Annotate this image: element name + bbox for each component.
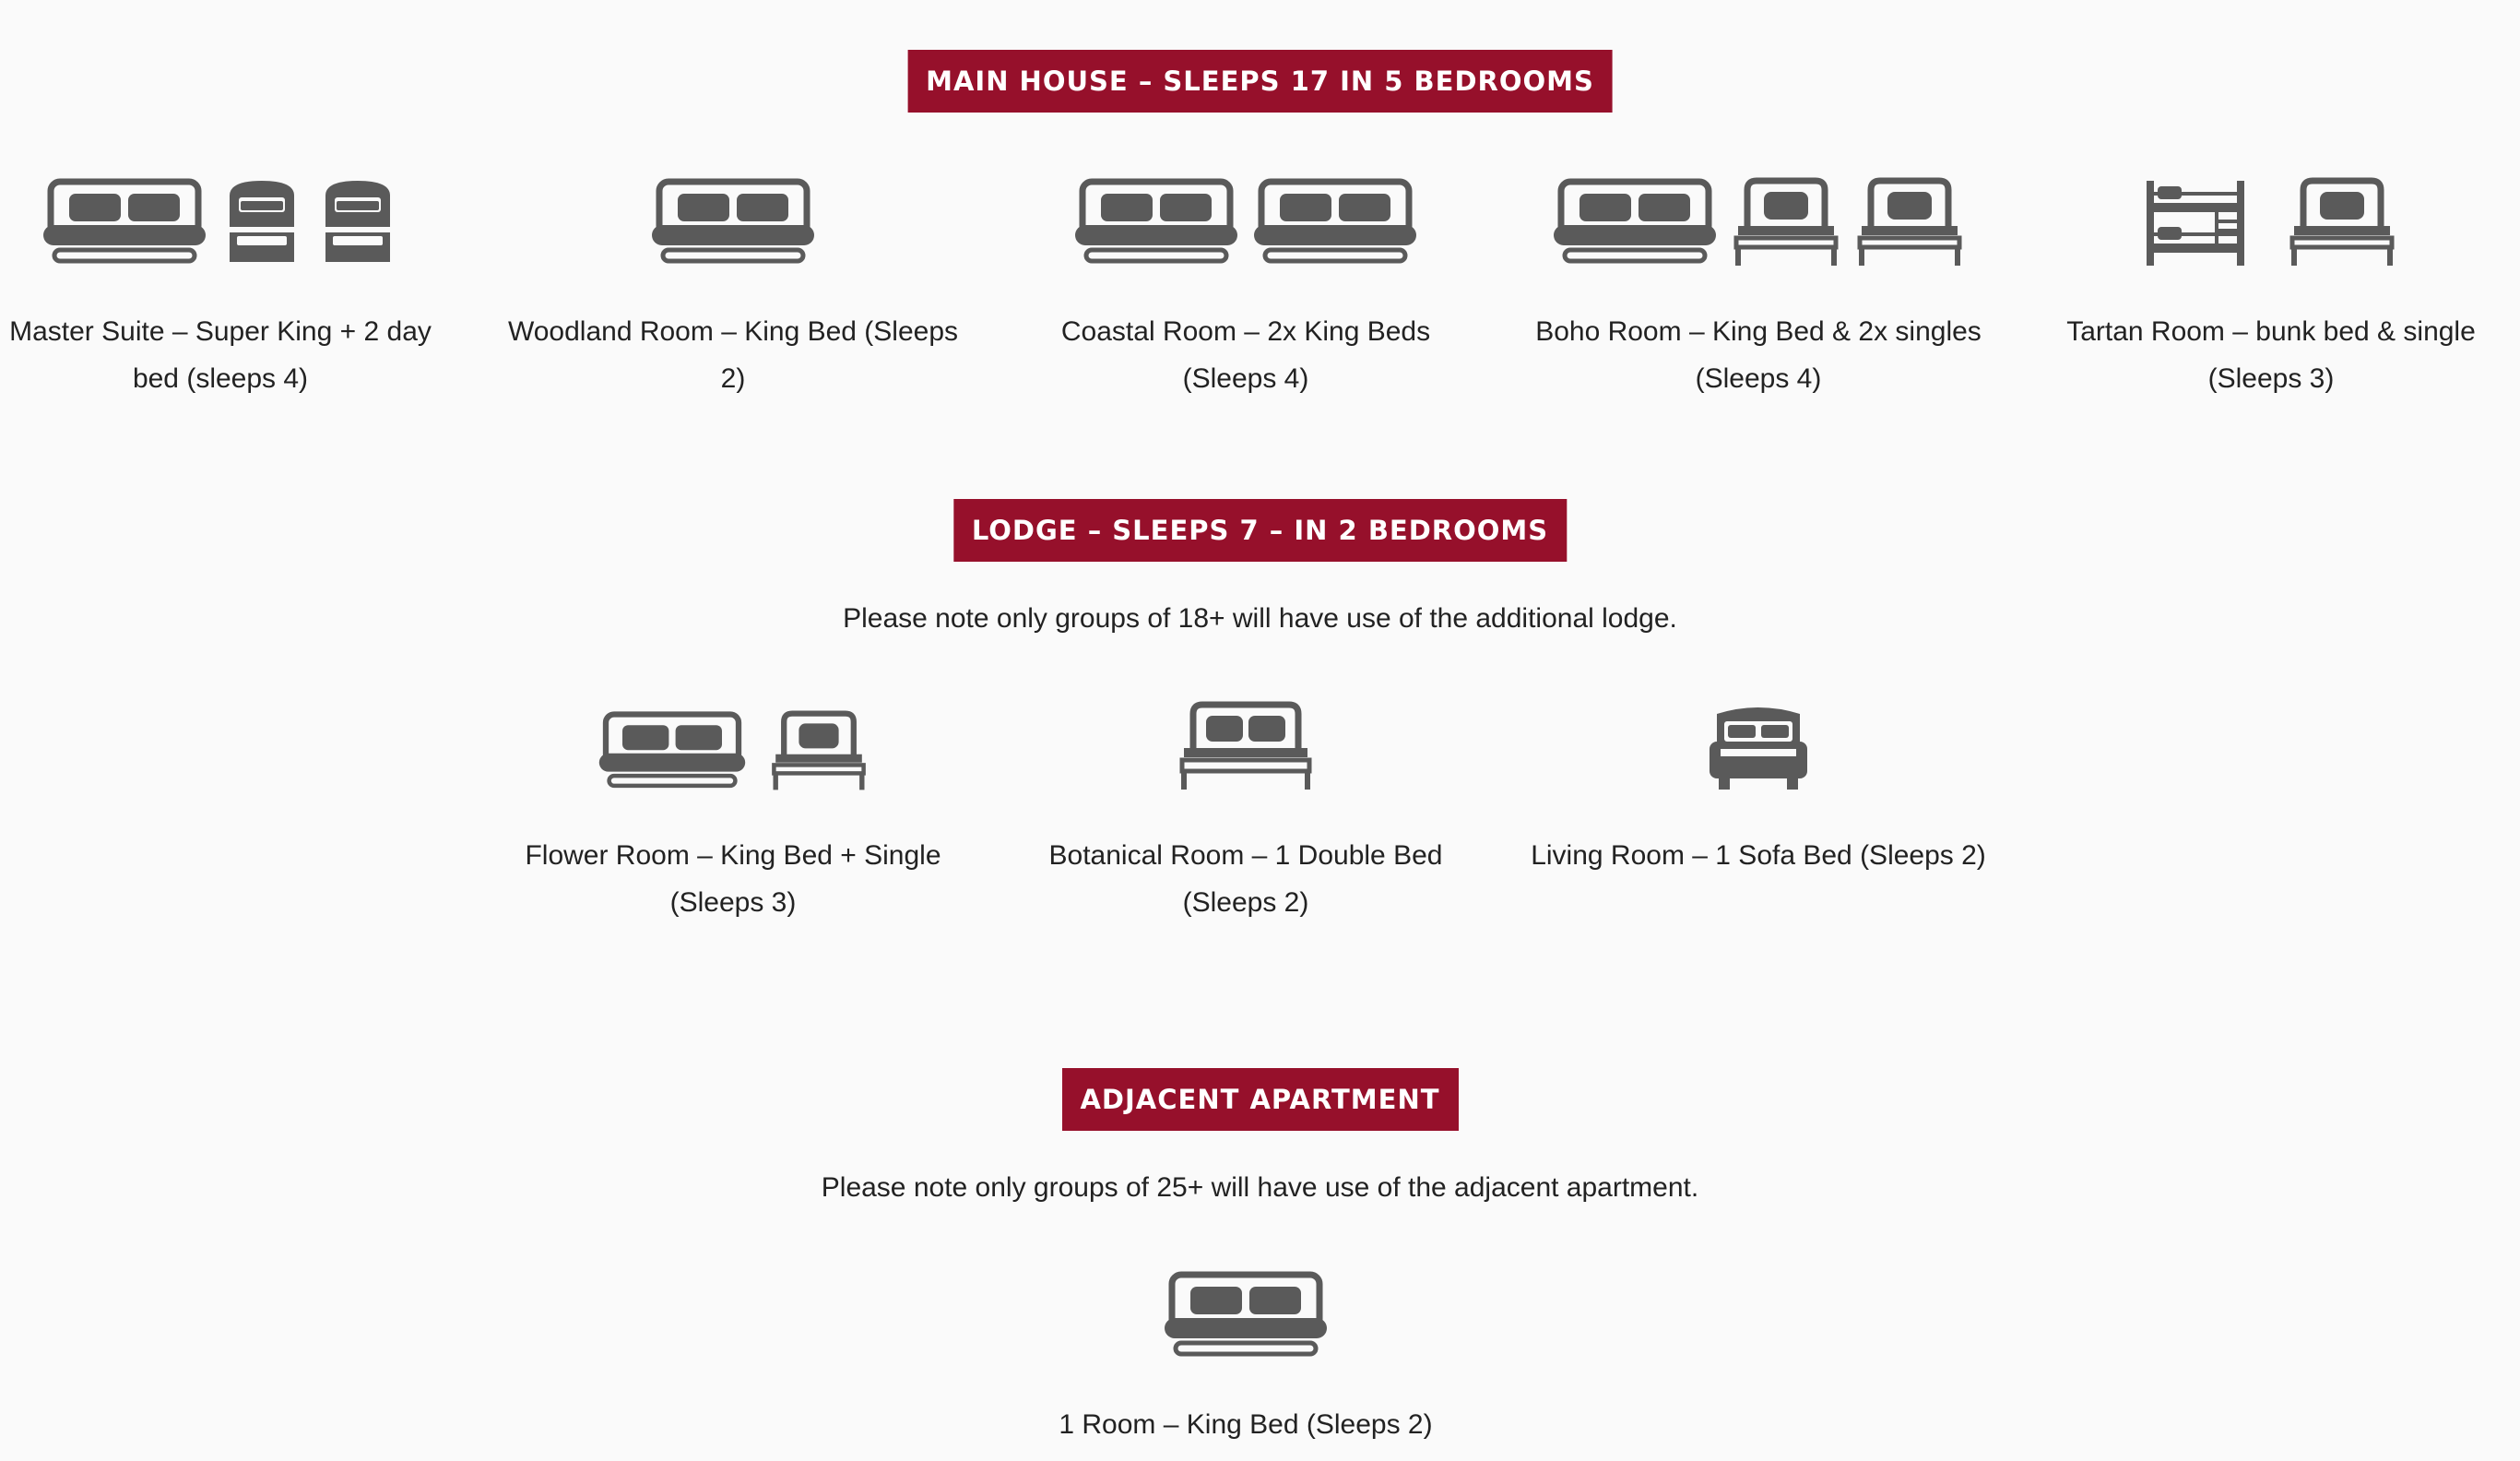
- room-tartan: [2041, 177, 2502, 402]
- room-apartment: [1015, 1270, 1476, 1448]
- room-label: Flower Room – King Bed + Single (Sleeps 3): [525, 840, 941, 918]
- room-icons: [1528, 701, 1989, 793]
- room-botanical: [1015, 701, 1476, 926]
- room-icons: [1015, 1270, 1476, 1362]
- sofa-bed-icon: [1708, 701, 1809, 793]
- apartment-note: Please note only groups of 25+ will have use of the adjacent apartment.: [821, 1172, 1699, 1203]
- day-bed-icon: [316, 177, 399, 269]
- single-bed-icon: [2287, 177, 2397, 269]
- room-label: Botanical Room – 1 Double Bed (Sleeps 2): [1048, 840, 1443, 918]
- room-label: Woodland Room – King Bed (Sleeps 2): [507, 316, 959, 394]
- single-bed-icon: [1854, 177, 1965, 269]
- room-label: Living Room – 1 Sofa Bed (Sleeps 2): [1531, 840, 1986, 871]
- lodge-heading: LODGE – SLEEPS 7 – IN 2 BEDROOMS: [953, 499, 1567, 562]
- main-house-heading: MAIN HOUSE – SLEEPS 17 IN 5 BEDROOMS: [907, 50, 1613, 113]
- king-bed-icon: [41, 177, 207, 269]
- room-icons: [1015, 177, 1476, 269]
- single-bed-icon: [1731, 177, 1841, 269]
- king-bed-icon: [1163, 1270, 1329, 1362]
- room-boho: [1528, 177, 1989, 402]
- lodge-note: Please note only groups of 18+ will have use of the additional lodge.: [843, 603, 1677, 634]
- room-icons: [2041, 177, 2502, 269]
- king-bed-icon: [650, 177, 816, 269]
- room-icons: [1528, 177, 1989, 269]
- room-icons: [0, 177, 451, 269]
- room-icons: [503, 701, 964, 793]
- apartment-heading: ADJACENT APARTMENT: [1061, 1068, 1458, 1131]
- room-master-suite: [0, 177, 451, 402]
- bunk-bed-icon: [2145, 177, 2246, 269]
- room-icons: [503, 177, 964, 269]
- room-label: Master Suite – Super King + 2 day bed (sleeps 4): [9, 316, 432, 394]
- single-bed-icon: [769, 710, 869, 793]
- king-bed-icon: [597, 710, 747, 793]
- king-bed-icon: [1552, 177, 1718, 269]
- room-living: [1528, 701, 1989, 879]
- king-bed-icon: [1073, 177, 1239, 269]
- room-label: Boho Room – King Bed & 2x singles (Sleeps 4): [1535, 316, 1982, 394]
- room-label: Tartan Room – bunk bed & single (Sleeps 3): [2066, 316, 2476, 394]
- day-bed-icon: [220, 177, 303, 269]
- room-icons: [1015, 701, 1476, 793]
- room-woodland: [503, 177, 964, 402]
- king-bed-icon: [1252, 177, 1418, 269]
- room-coastal: [1015, 177, 1476, 402]
- double-bed-icon: [1177, 701, 1315, 793]
- room-label: Coastal Room – 2x King Beds (Sleeps 4): [1060, 316, 1431, 394]
- room-flower: [503, 701, 964, 926]
- room-label: 1 Room – King Bed (Sleeps 2): [1059, 1409, 1433, 1440]
